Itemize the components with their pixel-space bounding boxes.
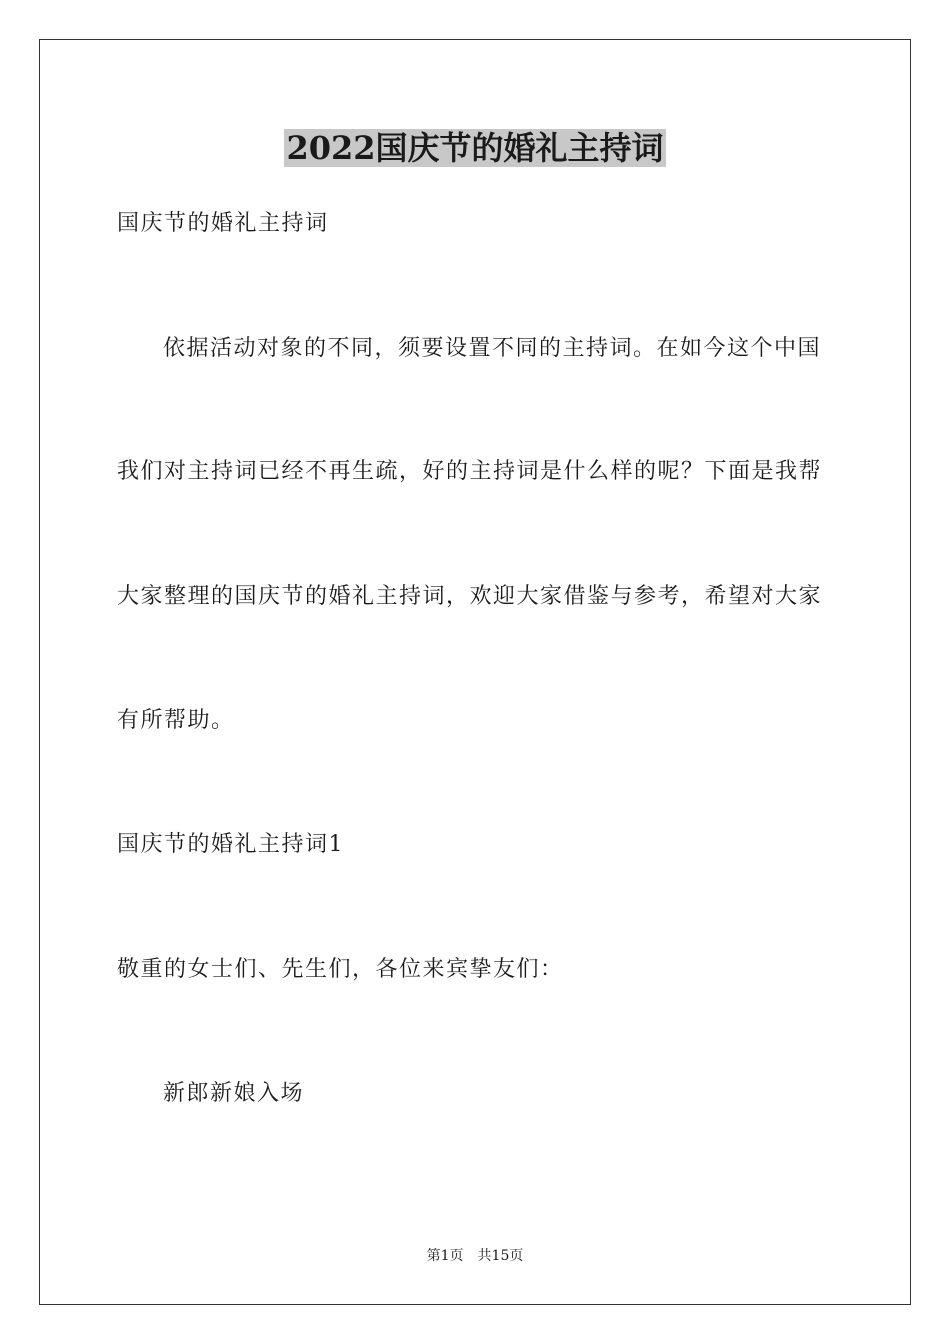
section-heading: 国庆节的婚礼主持词1 [117,832,344,857]
page-total: 共15页 [477,1248,524,1264]
entrance-line: 新郎新娘入场 [163,1081,305,1106]
page-number: 第1页 [426,1248,464,1264]
page-footer [0,1246,950,1266]
document-title-text: 2022国庆节的婚礼主持词 [286,129,664,167]
paragraph-line-3: 大家整理的国庆节的婚礼主持词，欢迎大家借鉴与参考，希望对大家 [117,584,823,609]
document-title [0,128,950,168]
greeting-line: 敬重的女士们、先生们，各位来宾挚友们： [117,957,564,982]
paragraph-line-4: 有所帮助。 [117,708,235,733]
paragraph-line-2: 我们对主持词已经不再生疏，好的主持词是什么样的呢？下面是我帮 [117,459,823,484]
subtitle-line: 国庆节的婚礼主持词 [117,211,329,236]
paragraph-line-1: 依据活动对象的不同，须要设置不同的主持词。在如今这个中国 [163,336,822,361]
